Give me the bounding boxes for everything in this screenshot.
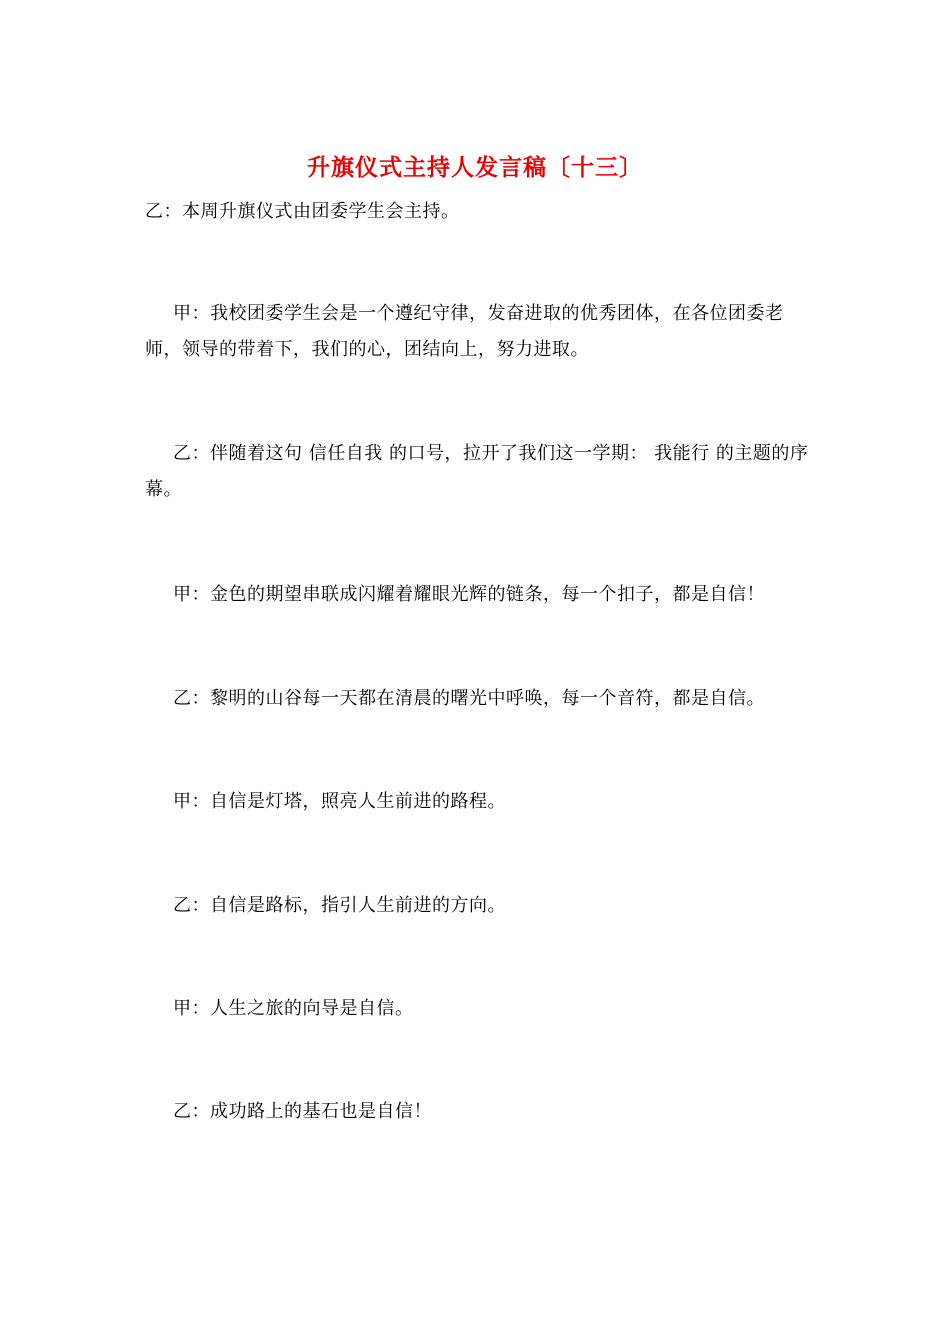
paragraph-4: 甲：金色的期望串联成闪耀着耀眼光辉的链条，每一个扣子，都是自信！ xyxy=(173,584,765,605)
paragraph-1: 乙：本周升旗仪式由团委学生会主持。 xyxy=(145,201,460,222)
paragraph-9: 乙：成功路上的基石也是自信！ xyxy=(173,1101,432,1122)
paragraph-7: 乙：自信是路标，指引人生前进的方向。 xyxy=(173,895,506,916)
paragraph-2: 甲：我校团委学生会是一个遵纪守律，发奋进取的优秀团体，在各位团委老师，领导的带着下，我们的心，团结向上，努力进取。 xyxy=(145,303,784,360)
paragraph-8: 甲：人生之旅的向导是自信。 xyxy=(173,998,414,1019)
paragraph-3: 乙：伴随着这句 信任自我 的口号，拉开了我们这一学期： 我能行 的主题的序幕。 xyxy=(145,443,809,500)
document-title: 升旗仪式主持人发言稿〔十三〕 xyxy=(307,154,643,181)
paragraph-5: 乙：黎明的山谷每一天都在清晨的曙光中呼唤，每一个音符，都是自信。 xyxy=(173,688,765,709)
paragraph-6: 甲：自信是灯塔，照亮人生前进的路程。 xyxy=(173,791,506,812)
